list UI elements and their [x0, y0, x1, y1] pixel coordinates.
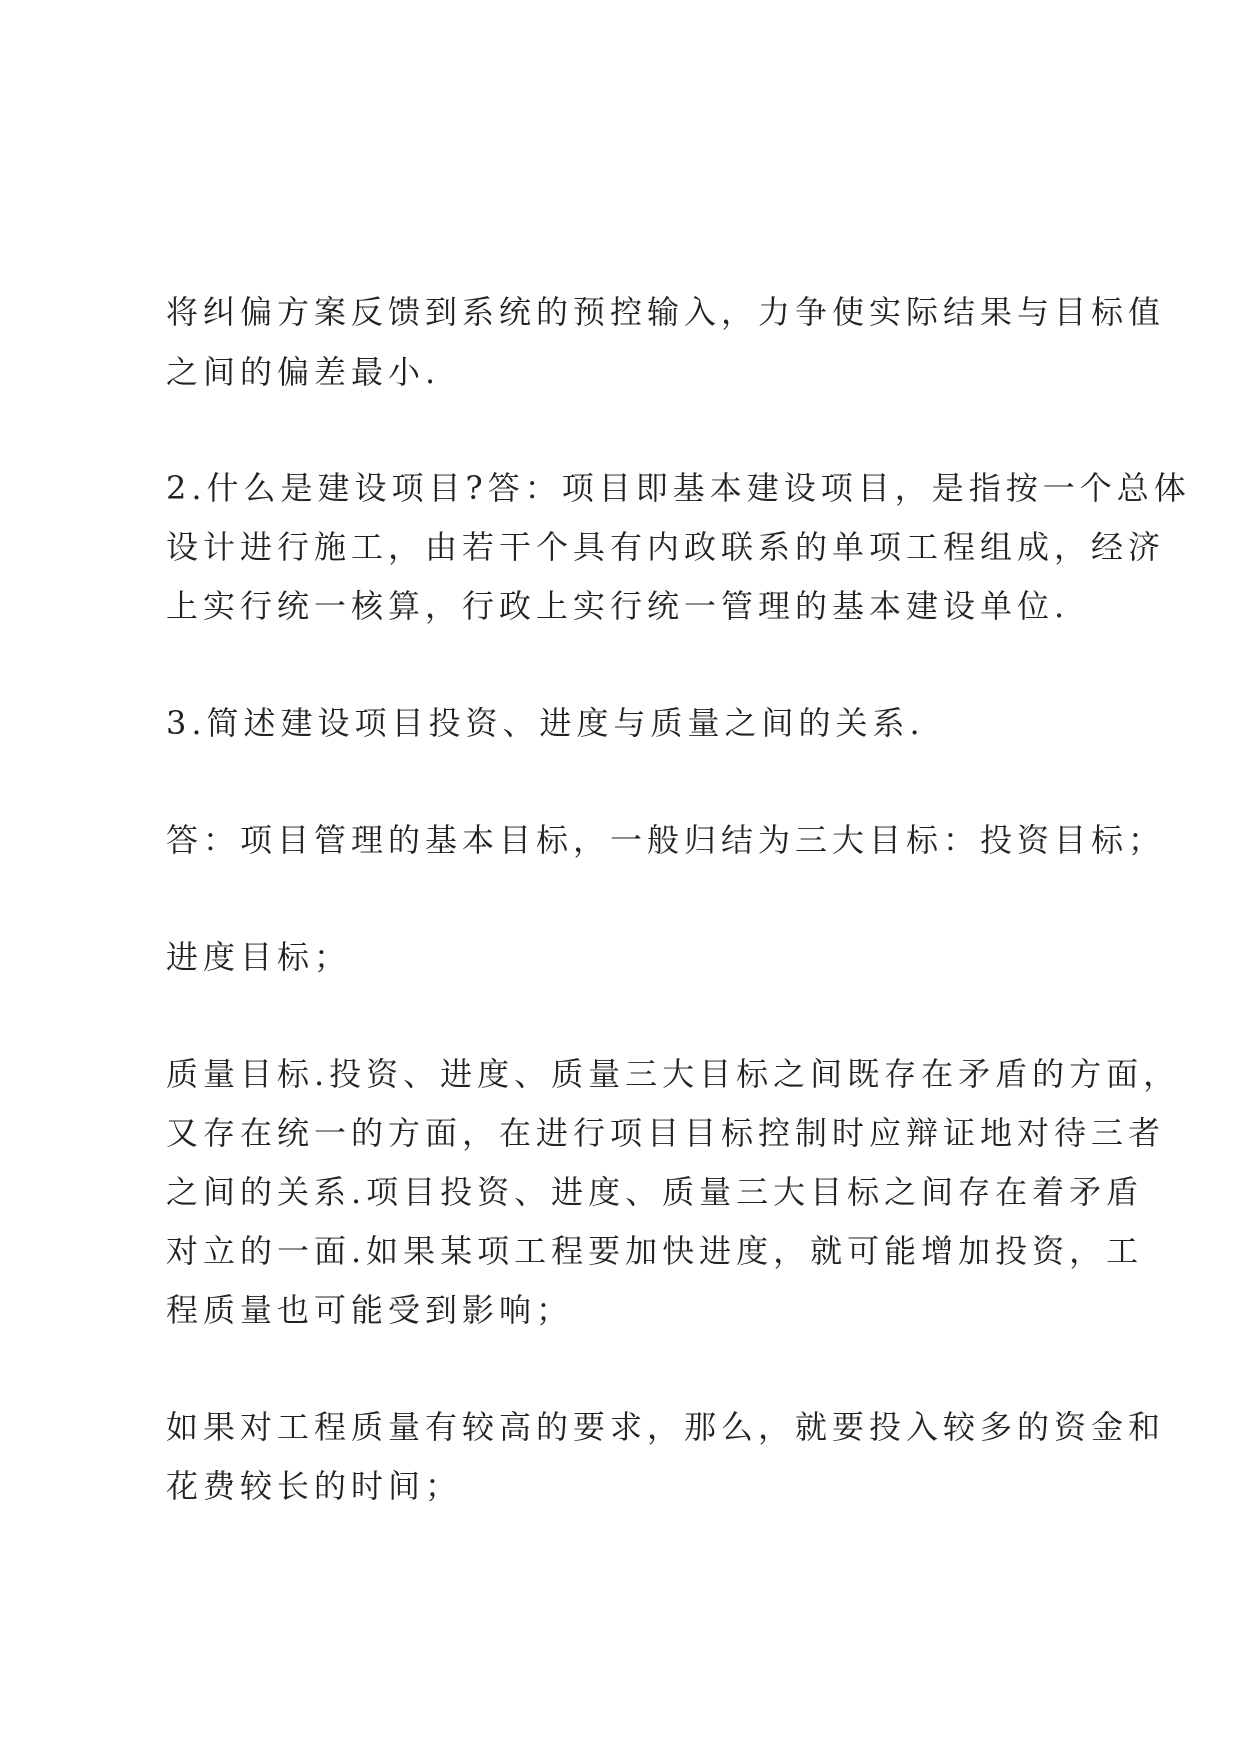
- paragraph-line: 答：项目管理的基本目标，一般归结为三大目标：投资目标；: [166, 821, 1166, 859]
- paragraph-line: 将纠偏方案反馈到系统的预控输入，力争使实际结果与目标值: [166, 293, 1166, 331]
- paragraph-line: 对立的一面.如果某项工程要加快进度，就可能增加投资，工: [166, 1232, 1144, 1270]
- paragraph-line: 上实行统一核算，行政上实行统一管理的基本建设单位.: [166, 587, 1070, 625]
- paragraph-line: 2.什么是建设项目?答：项目即基本建设项目，是指按一个总体: [166, 469, 1191, 507]
- paragraph-line: 进度目标；: [166, 938, 352, 976]
- paragraph-line: 设计进行施工，由若干个具有内政联系的单项工程组成，经济: [166, 528, 1166, 566]
- paragraph-line: 之间的关系.项目投资、进度、质量三大目标之间存在着矛盾: [166, 1173, 1144, 1211]
- paragraph-line: 程质量也可能受到影响；: [166, 1291, 574, 1329]
- paragraph-line: 质量目标.投资、进度、质量三大目标之间既存在矛盾的方面，: [166, 1055, 1181, 1093]
- paragraph-line: 3.简述建设项目投资、进度与质量之间的关系.: [166, 704, 925, 742]
- paragraph-line: 花费较长的时间；: [166, 1467, 463, 1505]
- paragraph-line: 之间的偏差最小.: [166, 353, 441, 391]
- paragraph-line: 又存在统一的方面，在进行项目目标控制时应辩证地对待三者: [166, 1114, 1166, 1152]
- paragraph-line: 如果对工程质量有较高的要求，那么，就要投入较多的资金和: [166, 1408, 1166, 1446]
